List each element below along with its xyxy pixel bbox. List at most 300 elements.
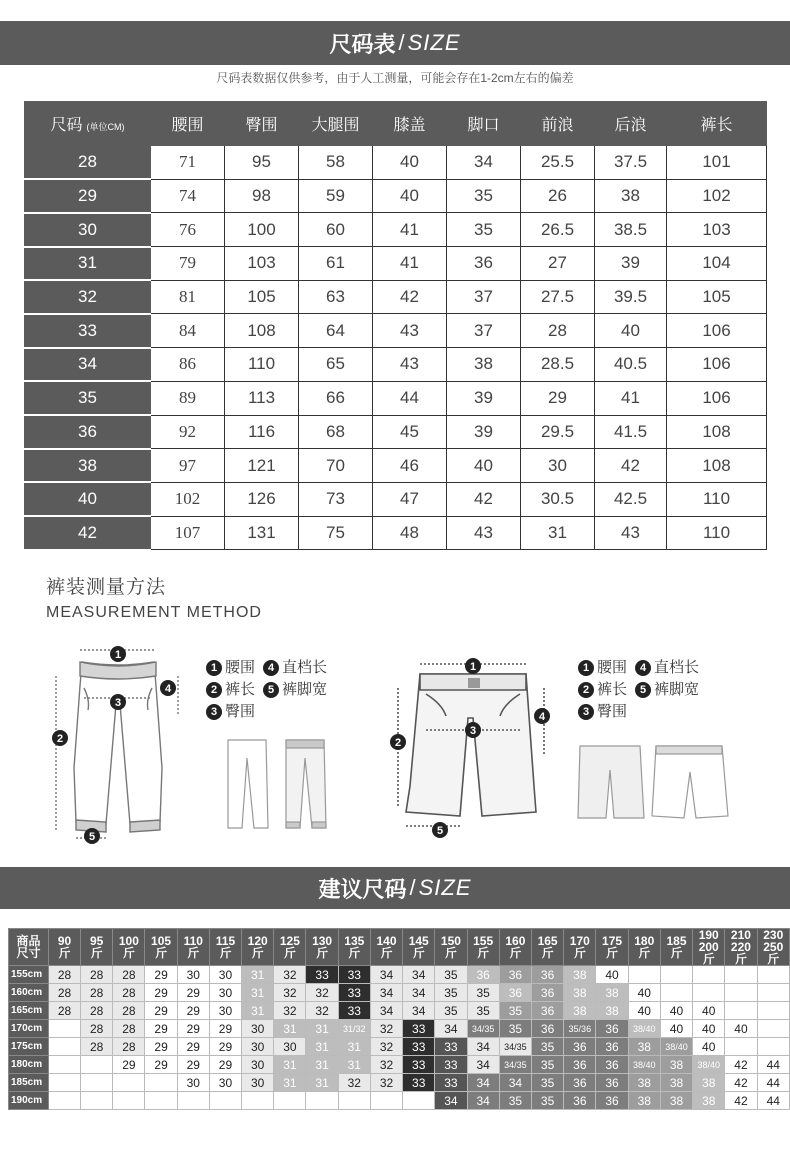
size-value-cell: 100 [225,213,299,247]
recommended-size-cell: 28 [113,1020,145,1038]
size-value-cell: 61 [299,247,373,281]
height-row-label: 185cm [9,1074,49,1092]
recommended-size-cell [177,1092,209,1110]
recommended-size-cell: 35 [435,984,467,1002]
table-row [25,179,767,213]
size-row-label: 40 [25,482,151,516]
recommended-size-cell [48,1056,80,1074]
table-row [9,966,790,984]
title-separator: / [409,875,416,900]
recommended-size-cell [757,1002,789,1020]
size-value-cell: 42 [373,280,447,314]
recommended-size-cell: 28 [113,966,145,984]
recommended-size-cell: 32 [274,966,306,984]
recommended-size-cell: 36 [499,984,531,1002]
size-value-cell: 116 [225,415,299,449]
weight-header-cell [596,929,628,966]
weight-value: 170 [569,934,590,948]
weight-header-cell [177,929,209,966]
recommended-size-cell: 36 [532,1020,564,1038]
size-value-cell: 30.5 [521,482,595,516]
recommended-size-cell: 34 [467,1074,499,1092]
size-header-cell [667,102,767,146]
size-value-cell: 103 [667,213,767,247]
size-row-label: 33 [25,314,151,348]
weight-unit: 斤 [316,946,329,960]
size-header-label: 后浪 [614,117,647,134]
title-separator: / [398,30,405,55]
size-value-cell: 47 [373,482,447,516]
size-value-cell: 102 [151,482,225,516]
size-value-cell: 35 [447,213,521,247]
recommended-size-cell: 38/40 [628,1020,660,1038]
size-row-label: 28 [25,146,151,180]
recommended-size-cell: 36 [564,1092,596,1110]
recommended-size-cell [48,1020,80,1038]
measurement-legend-right [578,657,699,723]
weight-header-cell [113,929,145,966]
size-header-label: 腰围 [171,117,204,134]
size-value-cell: 38 [447,348,521,382]
legend-label-length: 裤长 [225,681,256,698]
size-value-cell: 71 [151,146,225,180]
size-value-cell: 38 [595,179,667,213]
weight-unit: 200斤 [698,940,719,966]
weight-unit: 斤 [58,946,71,960]
recommended-size-cell: 44 [757,1056,789,1074]
weight-value: 120 [247,934,268,948]
weight-unit: 斤 [283,946,296,960]
recommended-size-cell: 32 [274,984,306,1002]
recommended-size-cell: 33 [403,1038,435,1056]
recommended-size-cell [757,1038,789,1056]
size-value-cell: 40 [373,146,447,180]
size-value-cell: 26 [521,179,595,213]
size-value-cell: 37.5 [595,146,667,180]
legend-number-5: 5 [263,682,279,698]
weight-header-cell [145,929,177,966]
recommended-size-cell: 28 [113,984,145,1002]
size-value-cell: 121 [225,449,299,483]
size-value-cell: 42 [595,449,667,483]
recommend-corner-cell [9,929,49,966]
table-row [9,984,790,1002]
recommended-size-cell: 35 [435,1002,467,1020]
weight-header-cell [242,929,274,966]
recommended-size-cell: 30 [209,984,241,1002]
size-row-label: 42 [25,516,151,550]
weight-value: 155 [473,934,494,948]
legend-label-hem: 裤脚宽 [654,681,700,698]
recommended-size-cell: 29 [145,984,177,1002]
recommended-size-cell: 32 [370,1020,402,1038]
recommended-size-cell: 29 [177,1056,209,1074]
recommended-size-cell: 34 [499,1074,531,1092]
shorts-diagram [386,648,556,840]
recommended-size-cell: 31 [306,1020,338,1038]
svg-text:5: 5 [436,825,444,837]
size-value-cell: 108 [225,314,299,348]
size-value-cell: 63 [299,280,373,314]
height-row-label: 175cm [9,1038,49,1056]
table-row [25,516,767,550]
recommended-size-cell [81,1092,113,1110]
recommended-size-cell: 36 [499,966,531,984]
weight-value: 135 [344,934,365,948]
recommended-size-cell: 29 [145,1056,177,1074]
recommended-size-cell: 40 [660,1002,692,1020]
size-chart-banner [0,21,790,65]
weight-value: 175 [602,934,623,948]
recommend-size-table [8,928,790,1110]
recommended-size-cell: 31 [274,1020,306,1038]
recommended-size-cell [48,1074,80,1092]
size-value-cell: 108 [667,415,767,449]
recommend-title-cn: 建议尺码 [318,876,407,902]
weight-unit: 斤 [541,946,554,960]
weight-unit: 斤 [606,946,619,960]
size-value-cell: 40 [447,449,521,483]
weight-value: 140 [376,934,397,948]
recommended-size-cell: 29 [209,1056,241,1074]
recommended-size-cell: 30 [177,966,209,984]
recommended-size-cell: 36 [564,1038,596,1056]
recommended-size-cell [757,966,789,984]
recommended-size-cell: 34 [403,984,435,1002]
svg-text:4: 4 [538,711,546,723]
recommended-size-cell: 38 [693,1092,725,1110]
recommended-size-cell [403,1092,435,1110]
weight-unit: 250斤 [763,940,784,966]
size-value-cell: 73 [299,482,373,516]
recommended-size-cell: 30 [242,1038,274,1056]
size-header-label: 膝盖 [393,117,426,134]
size-header-label: 前浪 [541,117,574,134]
recommended-size-cell: 33 [435,1074,467,1092]
recommended-size-cell [48,1092,80,1110]
legend-number-1: 1 [206,660,222,676]
recommended-size-cell: 29 [209,1020,241,1038]
recommended-size-cell: 34/35 [467,1020,499,1038]
weight-unit: 斤 [348,946,361,960]
recommended-size-cell: 38 [628,1038,660,1056]
size-value-cell: 41 [373,213,447,247]
recommended-size-cell: 35 [532,1092,564,1110]
svg-text:1: 1 [469,661,477,673]
recommended-size-cell: 28 [48,1002,80,1020]
recommended-size-cell: 38 [693,1074,725,1092]
size-value-cell: 58 [299,146,373,180]
size-value-cell: 37 [447,314,521,348]
recommended-size-cell [242,1092,274,1110]
recommended-size-cell: 36 [596,1056,628,1074]
legend-label-rise: 直档长 [282,659,328,676]
size-row-label: 36 [25,415,151,449]
recommended-size-cell [81,1074,113,1092]
recommended-size-cell [693,984,725,1002]
corner-bottom-label: 尺寸 [16,946,41,960]
weight-value: 115 [215,934,236,948]
size-chart-header-row [25,102,767,146]
shorts-thumbnails [574,740,734,822]
size-value-cell: 102 [667,179,767,213]
recommended-size-cell [338,1092,370,1110]
recommended-size-cell: 35 [532,1038,564,1056]
recommended-size-cell: 33 [306,966,338,984]
recommended-size-cell [693,966,725,984]
recommended-size-cell: 32 [370,1074,402,1092]
recommended-size-cell: 31 [274,1056,306,1074]
legend-label-waist: 腰围 [225,659,256,676]
size-header-cell [25,102,151,146]
legend-label-waist: 腰围 [597,659,628,676]
size-value-cell: 75 [299,516,373,550]
size-value-cell: 41 [373,247,447,281]
recommended-size-cell: 33 [338,966,370,984]
recommended-size-cell: 31 [306,1074,338,1092]
recommended-size-cell: 30 [209,966,241,984]
size-chart-table [24,101,767,551]
legend-label-rise: 直档长 [654,659,700,676]
weight-header-cell [467,929,499,966]
recommended-size-cell: 33 [338,984,370,1002]
size-value-cell: 40 [373,179,447,213]
size-value-cell: 81 [151,280,225,314]
recommended-size-cell: 36 [564,1056,596,1074]
weight-value: 145 [408,934,429,948]
recommended-size-cell: 38 [564,966,596,984]
recommended-size-cell: 34 [370,966,402,984]
table-row [25,482,767,516]
size-value-cell: 89 [151,381,225,415]
height-row-label: 160cm [9,984,49,1002]
recommended-size-cell [113,1092,145,1110]
svg-text:5: 5 [88,831,96,843]
legend-number-4: 4 [635,660,651,676]
weight-value: 180 [634,934,655,948]
recommended-size-cell: 29 [113,1056,145,1074]
table-row [9,1020,790,1038]
recommended-size-cell: 34 [467,1038,499,1056]
weight-value: 190 [698,928,719,942]
table-row [25,381,767,415]
size-value-cell: 42.5 [595,482,667,516]
recommended-size-cell: 30 [274,1038,306,1056]
recommended-size-cell: 33 [403,1020,435,1038]
legend-label-hem: 裤脚宽 [282,681,328,698]
weight-header-cell [338,929,370,966]
recommended-size-cell: 29 [145,1020,177,1038]
recommended-size-cell: 35 [435,966,467,984]
size-value-cell: 105 [225,280,299,314]
recommended-size-cell: 35 [532,1074,564,1092]
size-value-cell: 43 [595,516,667,550]
size-value-cell: 92 [151,415,225,449]
legend-number-5: 5 [635,682,651,698]
recommended-size-cell: 31 [274,1074,306,1092]
size-value-cell: 35 [447,179,521,213]
recommended-size-cell: 38 [628,1092,660,1110]
recommended-size-cell: 36 [532,966,564,984]
recommended-size-cell [660,966,692,984]
recommended-size-cell: 32 [370,1056,402,1074]
size-value-cell: 104 [667,247,767,281]
weight-value: 90 [57,934,72,948]
recommended-size-cell: 40 [628,984,660,1002]
weight-value: 110 [183,934,203,948]
size-value-cell: 86 [151,348,225,382]
recommended-size-cell: 38/40 [693,1056,725,1074]
size-value-cell: 103 [225,247,299,281]
weight-header-cell [693,929,725,966]
recommended-size-cell: 31 [242,966,274,984]
size-value-cell: 110 [225,348,299,382]
recommended-size-cell [660,984,692,1002]
legend-label-length: 裤长 [597,681,628,698]
size-value-cell: 39.5 [595,280,667,314]
size-header-cell [595,102,667,146]
recommended-size-cell: 28 [48,966,80,984]
recommended-size-cell [370,1092,402,1110]
weight-header-cell [370,929,402,966]
size-value-cell: 106 [667,348,767,382]
size-row-label: 31 [25,247,151,281]
size-value-cell: 27.5 [521,280,595,314]
size-row-label: 30 [25,213,151,247]
weight-header-cell [628,929,660,966]
recommended-size-cell: 34 [403,966,435,984]
weight-value: 100 [118,934,139,948]
weight-header-cell [499,929,531,966]
long-pants-diagram [44,640,194,848]
legend-label-hip: 臀围 [597,703,628,720]
size-value-cell: 36 [447,247,521,281]
recommended-size-cell: 33 [435,1038,467,1056]
size-value-cell: 65 [299,348,373,382]
recommended-size-cell: 31 [306,1038,338,1056]
recommended-size-cell [145,1092,177,1110]
recommended-size-cell [725,984,757,1002]
size-value-cell: 41.5 [595,415,667,449]
svg-text:3: 3 [469,725,477,737]
recommended-size-cell [209,1092,241,1110]
recommended-size-cell: 32 [274,1002,306,1020]
recommended-size-cell: 29 [177,1038,209,1056]
recommended-size-cell: 38 [660,1092,692,1110]
measurement-title-cn: 裤装测量方法 [46,577,167,598]
size-value-cell: 44 [373,381,447,415]
recommended-size-cell: 28 [81,1038,113,1056]
weight-value: 125 [279,934,300,948]
size-value-cell: 31 [521,516,595,550]
recommended-size-cell [306,1092,338,1110]
recommended-size-cell: 36 [564,1074,596,1092]
legend-number-1: 1 [578,660,594,676]
size-value-cell: 46 [373,449,447,483]
size-value-cell: 28.5 [521,348,595,382]
recommended-size-cell: 31 [338,1056,370,1074]
size-header-label: 大腿围 [311,117,360,134]
recommended-size-cell: 36 [532,1002,564,1020]
size-row-label: 32 [25,280,151,314]
recommended-size-cell: 31 [338,1038,370,1056]
weight-header-cell [274,929,306,966]
recommended-size-cell [725,1038,757,1056]
recommended-size-cell: 38 [564,984,596,1002]
recommended-size-cell: 29 [145,1002,177,1020]
height-row-label: 155cm [9,966,49,984]
recommended-size-cell: 35/36 [564,1020,596,1038]
weight-header-cell [435,929,467,966]
recommended-size-cell: 28 [81,984,113,1002]
table-row [25,348,767,382]
recommended-size-cell: 40 [596,966,628,984]
recommended-size-cell [48,1038,80,1056]
recommended-size-cell: 35 [467,984,499,1002]
recommended-size-cell: 40 [693,1038,725,1056]
size-value-cell: 95 [225,146,299,180]
recommended-size-cell: 34 [403,1002,435,1020]
recommended-size-cell [145,1074,177,1092]
weight-unit: 斤 [90,946,103,960]
recommended-size-cell [757,984,789,1002]
weight-value: 105 [151,934,172,948]
size-value-cell: 40.5 [595,348,667,382]
size-value-cell: 113 [225,381,299,415]
recommended-size-cell: 29 [177,984,209,1002]
recommended-size-cell: 34 [435,1092,467,1110]
table-row [9,1056,790,1074]
recommended-size-cell: 29 [209,1038,241,1056]
size-value-cell: 42 [447,482,521,516]
legend-number-3: 3 [206,704,222,720]
size-header-cell [299,102,373,146]
recommended-size-cell: 40 [628,1002,660,1020]
size-header-cell [447,102,521,146]
recommended-size-cell: 36 [467,966,499,984]
table-row [9,1074,790,1092]
size-value-cell: 108 [667,449,767,483]
recommended-size-cell: 38 [628,1074,660,1092]
weight-header-cell [306,929,338,966]
weight-header-cell [564,929,596,966]
size-row-label: 29 [25,179,151,213]
measurement-title-en: MEASUREMENT METHOD [46,604,262,621]
recommended-size-cell: 34 [435,1020,467,1038]
weight-header-cell [532,929,564,966]
weight-unit: 斤 [187,946,200,960]
size-header-label: 脚口 [467,117,500,134]
weight-header-cell [403,929,435,966]
size-header-label: 尺码 [50,117,83,134]
weight-value: 160 [505,934,526,948]
size-header-cell [151,102,225,146]
recommended-size-cell: 34 [370,1002,402,1020]
recommended-size-cell [725,966,757,984]
size-value-cell: 70 [299,449,373,483]
height-row-label: 180cm [9,1056,49,1074]
recommended-size-cell: 31 [242,984,274,1002]
table-row [25,449,767,483]
recommended-size-cell: 32 [338,1074,370,1092]
svg-text:2: 2 [56,733,64,745]
weight-unit: 220斤 [730,940,751,966]
recommended-size-cell: 34/35 [499,1038,531,1056]
recommended-size-cell: 38/40 [660,1038,692,1056]
size-value-cell: 27 [521,247,595,281]
size-value-cell: 29.5 [521,415,595,449]
recommended-size-cell: 42 [725,1074,757,1092]
